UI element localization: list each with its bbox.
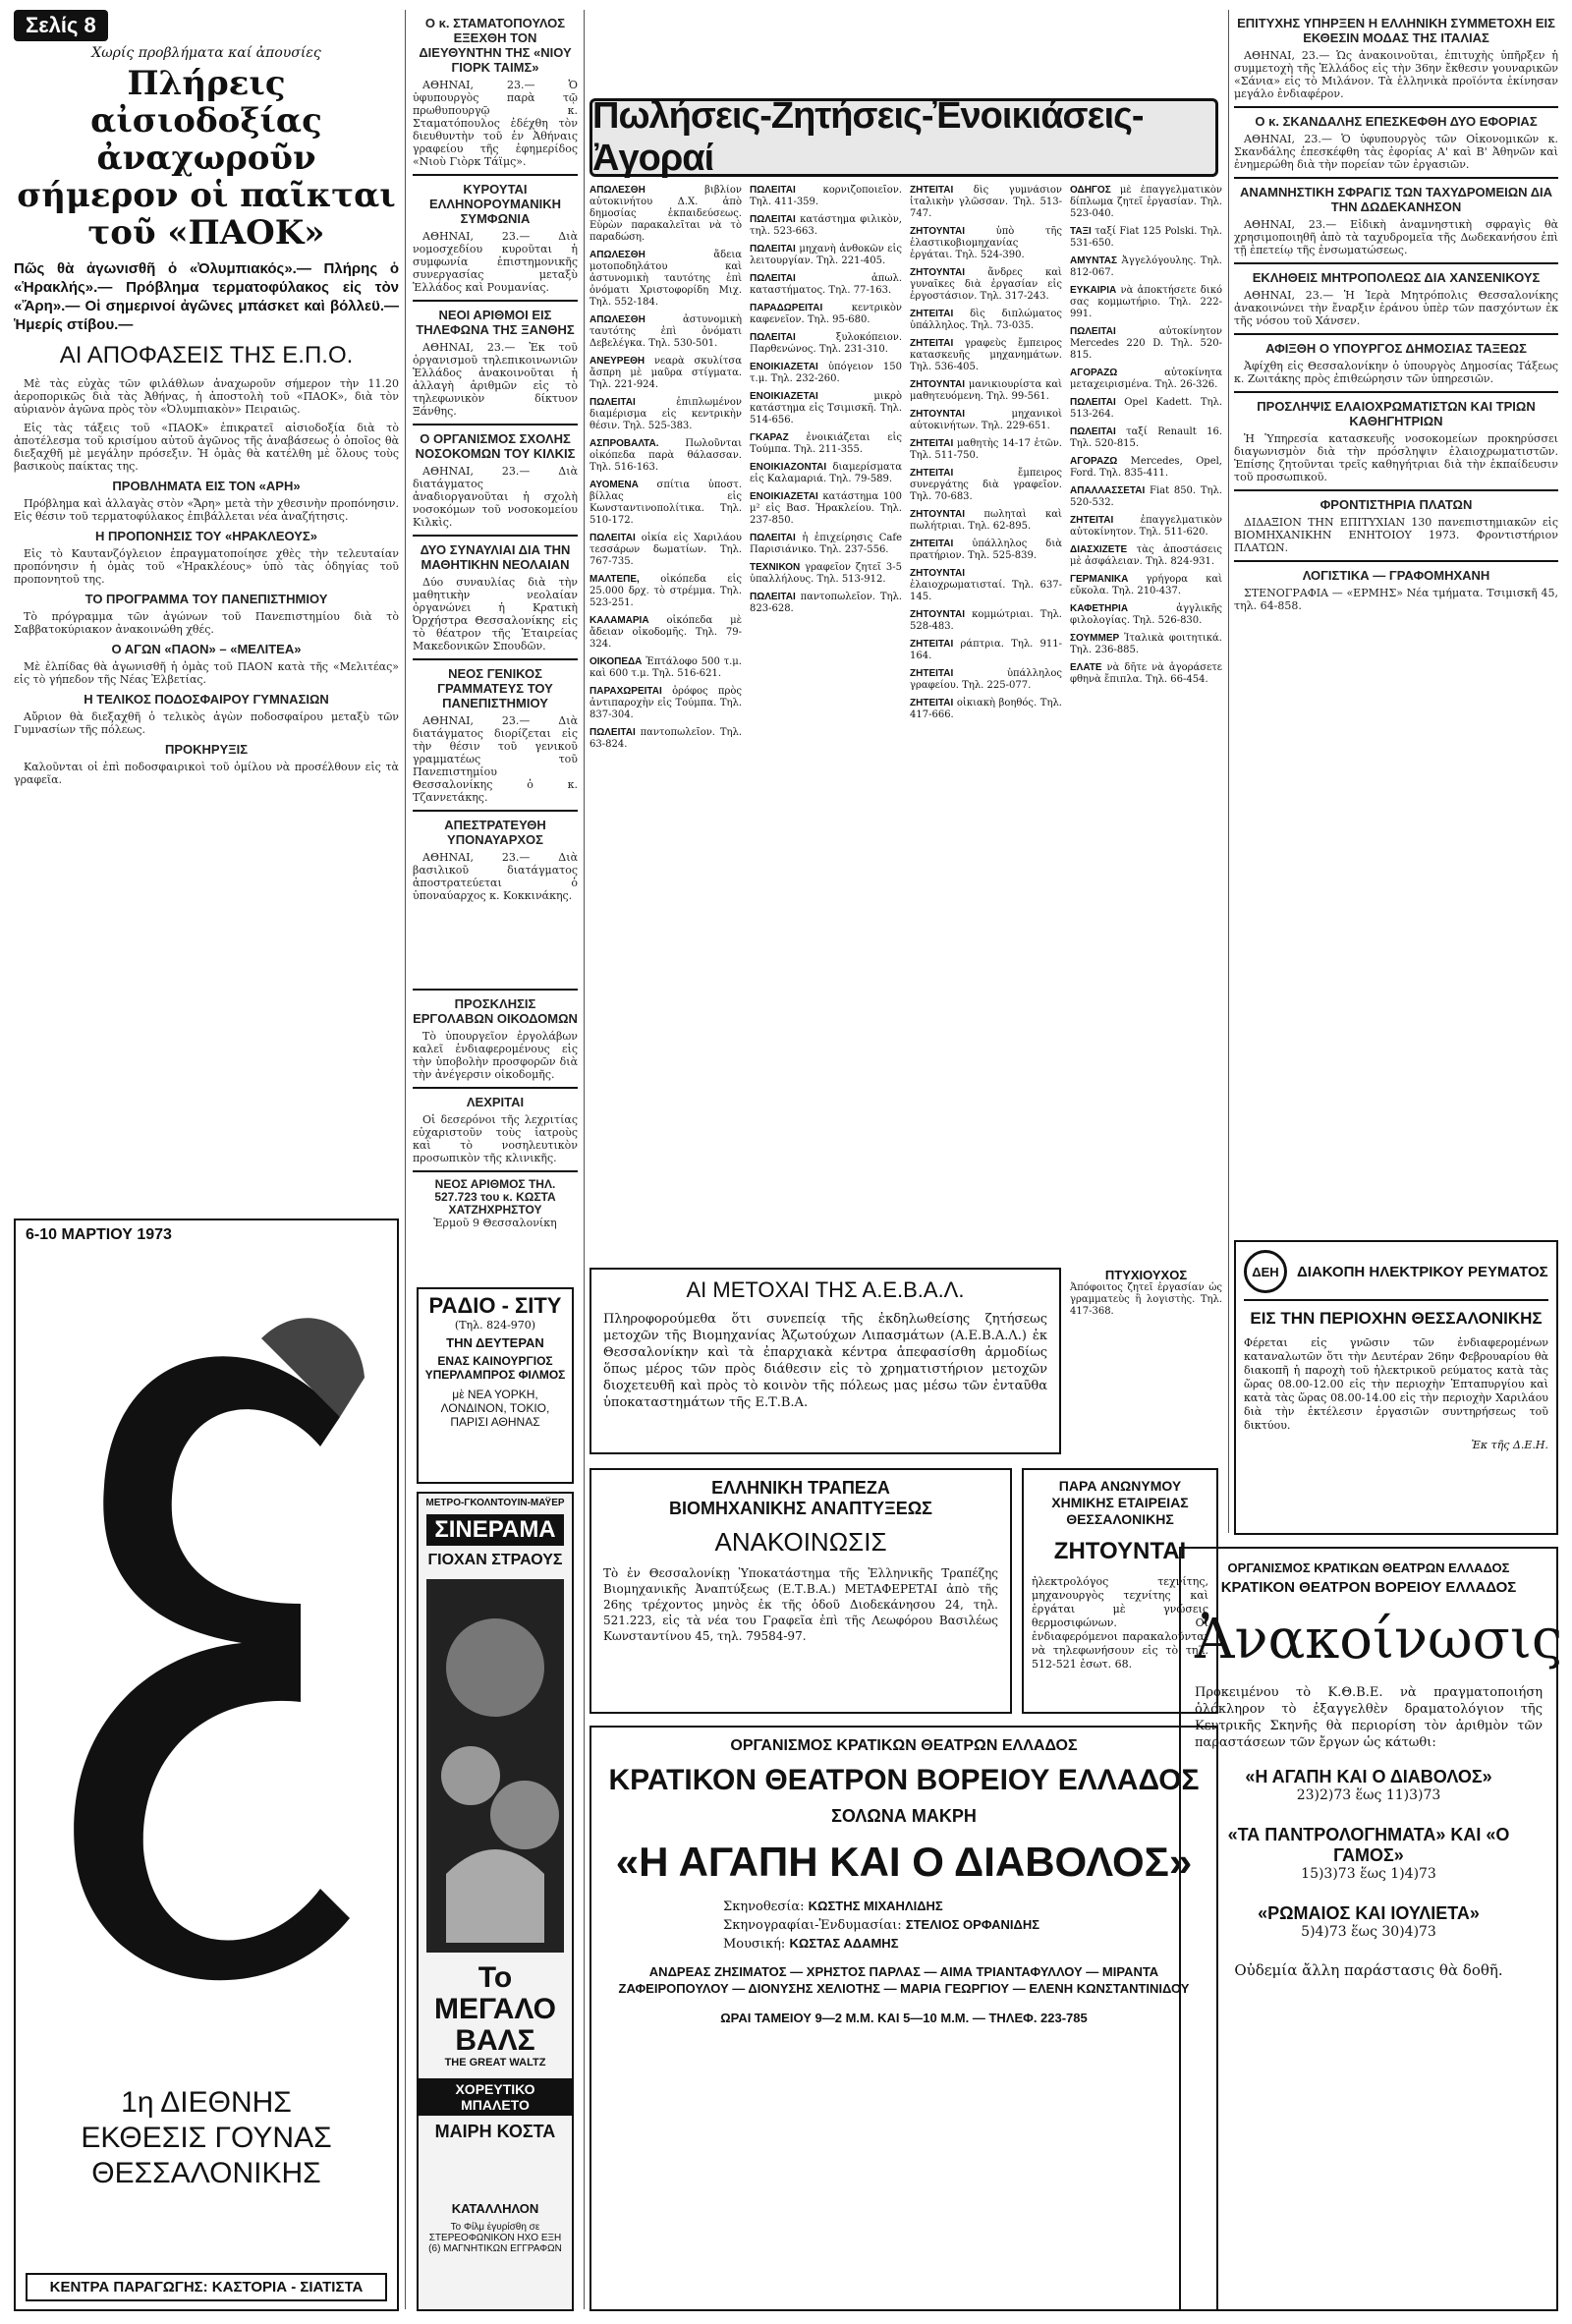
classified-ad: ΖΗΤΟΥΝΤΑΙ ὑπὸ τῆς ἐλαστικοβιομηχανίας ἐργάται. Τηλ. 524-390. xyxy=(910,226,1062,260)
classified-ad: ΖΗΤΕΙΤΑΙ ἔμπειρος συνεργάτης διὰ γραφεῖον. Τηλ. 70-683. xyxy=(910,468,1062,502)
announcement-footer: Οὐδεμία ἄλλη παράστασις θὰ δοθῆ. xyxy=(1234,1961,1503,1979)
section-body: Τὸ πρόγραμμα τῶν ἀγώνων τοῦ Πανεπιστημίου διὰ τὸ Σαββατοκύριακον ἀνακοινώθη χθές. xyxy=(14,610,399,636)
cinema-line: μὲ ΝΕΑ ΥΟΡΚΗ, ΛΟΝΔΙΝΟΝ, ΤΟΚΙΟ, ΠΑΡΙΣΙ ΑΘΗΝΑΣ xyxy=(440,1388,550,1429)
notice-body: Φέρεται εἰς γνῶσιν τῶν ἐνδιαφερομένων καταναλωτῶν ὅτι τὴν Δευτέραν 26ην Φεβρουαρίου θὰ διακοπῆ ἡ παροχὴ τοῦ ἠλεκτρικοῦ ρεύματος κατὰ τὰς ὥρας 08.00-12.00 εἰς τὴν περιοχὴν Ἐπταπυργίου καὶ κατὰ τὰς ὥρας 08.00-14.00 εἰς τὴν περιοχὴν Χαριλάου διὰ τὴν ἐκτέλεσιν ἐργασιῶν συντηρήσεως τοῦ δικτύου. xyxy=(1244,1336,1548,1432)
classified-ad: ΕΝΟΙΚΙΑΖΕΤΑΙ κατάστημα 100 μ² εἰς Βασ. Ἠρακλείου. Τηλ. 237-850. xyxy=(750,491,902,526)
classified-ad: ΖΗΤΕΙΤΑΙ ὑπάλληλος γραφείου. Τηλ. 225-077. xyxy=(910,668,1062,691)
classified-ad: ΜΑΛΤΕΠΕ, οἰκόπεδα εἰς 25.000 δρχ. τὸ στρέμμα. Τηλ. 523-251. xyxy=(590,574,742,608)
notice-subtitle: ΕΙΣ ΤΗΝ ΠΕΡΙΟΧΗΝ ΘΕΣΣΑΛΟΝΙΚΗΣ xyxy=(1250,1309,1543,1328)
classified-title: ΠΤΥΧΙΟΥΧΟΣ xyxy=(1104,1268,1188,1282)
theatre-org: ΟΡΓΑΝΙΣΜΟΣ ΚΡΑΤΙΚΩΝ ΘΕΑΤΡΩΝ ΕΛΛΑΔΟΣ xyxy=(1227,1560,1510,1575)
news-title: ΑΝΑΜΝΗΣΤΙΚΗ ΣΦΡΑΓΙΣ ΤΩΝ ΤΑΧΥΔΡΟΜΕΙΩΝ ΔΙΑ ΤΗΝ ΔΩΔΕΚΑΝΗΣΟΝ xyxy=(1239,185,1553,214)
classified-ad: ΑΓΟΡΑΖΩ Mercedes, Opel, Ford. Τηλ. 835-411. xyxy=(1070,456,1222,479)
classified-ad: ΠΩΛΕΙΤΑΙ Opel Kadett. Τηλ. 513-264. xyxy=(1070,397,1222,420)
news-body: Δύο συναυλίας διὰ τὴν μαθητικὴν νεολαίαν ὀργανώνει ἡ Κρατικὴ Ὀρχήστρα Θεσσαλονίκης εἰς τὸ θέατρον τῆς Ἑταιρείας Μακεδονικῶν Σπουδῶν. xyxy=(413,576,578,652)
power-cut-notice xyxy=(1234,1240,1558,1535)
news-title: ΝΕΟΣ ΓΕΝΙΚΟΣ ΓΡΑΜΜΑΤΕΥΣ ΤΟΥ ΠΑΝΕΠΙΣΤΗΜΙΟΥ xyxy=(437,666,553,710)
film-subtitle: THE GREAT WALTZ xyxy=(444,2057,546,2069)
classified-ad: ΑΝΕΥΡΕΘΗ νεαρὰ σκυλίτσα ἄσπρη μὲ μαῦρα στίγματα. Τηλ. 221-924. xyxy=(590,356,742,390)
credit-row: Σκηνοθεσία: ΚΩΣΤΗΣ ΜΙΧΑΗΛΙΔΗΣ xyxy=(723,1899,943,1914)
studio-label: ΜΕΤΡΟ-ΓΚΟΛΝΤΟΥΙΝ-ΜΑΫΕΡ xyxy=(425,1498,565,1508)
lead-article xyxy=(14,45,399,1205)
notice-body: Πληροφορούμεθα ὅτι συνεπείᾳ τῆς ἐκδηλωθείσης ζητήσεως μετοχῶν τῆς Βιομηχανίας Ἀζωτούχων Λιπασμάτων (Α.Ε.Β.Α.Λ.) ἐκ Θεσσαλονίκην καὶ τὰ ἐπαρχιακὰ κέντρα ἀπεφασίσθη ἀρμοδίως ὅπως μέρος τῶν πρὸς διάθεσιν εἰς τὸ χρηματιστήριον μετοχῶν διοχετευθῆ καὶ πρὸς τὸ κοινὸν τῆς πόλεως μας μέσω τῶν ἐνταῦθα ὑποκαταστημάτων τῆς Ε.Τ.Β.Α. xyxy=(603,1312,1047,1410)
classified-ad: ΕΝΟΙΚΙΑΖΟΝΤΑΙ διαμερίσματα εἰς Καλαμαριά. Τηλ. 79-589. xyxy=(750,462,902,484)
news-title: ΛΟΓΙΣΤΙΚΑ — ΓΡΑΦΟΜΗΧΑΝΗ xyxy=(1302,568,1490,583)
poster-graphic xyxy=(426,1579,564,1953)
news-body: ΣΤΕΝΟΓΡΑΦΙΑ — «ΕΡΜΗΣ» Νέα τμήματα. Τσιμισκῆ 45, τηλ. 64-858. xyxy=(1234,587,1558,612)
classified-ad: ΖΗΤΕΙΤΑΙ μαθητὴς 14-17 ἐτῶν. Τηλ. 511-750. xyxy=(910,438,1062,461)
play-entry xyxy=(1195,1767,1543,1803)
classified-ad: ΖΗΤΟΥΝΤΑΙ μηχανικοὶ αὐτοκινήτων. Τηλ. 229-651. xyxy=(910,409,1062,431)
notice-title: ΑΙ ΜΕΤΟΧΑΙ ΤΗΣ Α.Ε.Β.Α.Λ. xyxy=(686,1277,965,1302)
theatre-announcement-ad xyxy=(1179,1547,1563,2311)
classified-ad: ΖΗΤΟΥΝΤΑΙ ἐλαιοχρωματισταί. Τηλ. 637-145. xyxy=(910,568,1062,602)
classified-ad: ΖΗΤΟΥΝΤΑΙ κομμώτριαι. Τηλ. 528-483. xyxy=(910,609,1062,632)
company-name: ΠΑΡΑ ΑΝΩΝΥΜΟΥ ΧΗΜΙΚΗΣ ΕΤΑΙΡΕΙΑΣ ΘΕΣΣΑΛΟΝΙΚΗΣ xyxy=(1051,1478,1189,1527)
classified-ad: ΑΓΟΡΑΖΩ αὐτοκίνητα μεταχειρισμένα. Τηλ. 26-326. xyxy=(1070,368,1222,390)
classified-ad: ΚΑΛΑΜΑΡΙΑ οἰκόπεδα μὲ ἄδειαν οἰκοδομῆς. Τηλ. 79-324. xyxy=(590,615,742,650)
right-news-column xyxy=(1234,10,1558,1233)
page-number-badge: Σελίς 8 xyxy=(14,10,108,41)
column-rule xyxy=(1228,10,1229,1533)
fur-exhibition-title: 1η ΔΙΕΘΝΗΣ ΕΚΘΕΣΙΣ ΓΟΥΝΑΣ ΘΕΣΣΑΛΟΝΙΚΗΣ xyxy=(81,2086,332,2189)
notice-signature: Ἐκ τῆς Δ.Ε.Η. xyxy=(1471,1439,1548,1451)
classified-ad: ΑΠΑΛΛΑΣΣΕΤΑΙ Fiat 850. Τηλ. 520-532. xyxy=(1070,485,1222,508)
composer-label: ΓΙΟΧΑΝ ΣΤΡΑΟΥΣ xyxy=(427,1552,563,1568)
classified-ad: ΠΩΛΕΙΤΑΙ μηχανὴ ἀνθοκῶν εἰς λειτουργίαν. Τηλ. 221-405. xyxy=(750,244,902,266)
play-dates: 23)2)73 ἕως 11)3)73 xyxy=(1296,1787,1441,1803)
classified-ad: ΖΗΤΕΙΤΑΙ ἐπαγγελματικὸν αὐτοκίνητον. Τηλ. 511-620. xyxy=(1070,515,1222,538)
fur-letter-graphic xyxy=(45,1279,369,2026)
theatre-name: ΚΡΑΤΙΚΟΝ ΘΕΑΤΡΟΝ ΒΟΡΕΙΟΥ ΕΛΛΑΔΟΣ xyxy=(1220,1579,1517,1596)
section-body: Αὔριον θὰ διεξαχθῆ ὁ τελικὸς ἀγὼν ποδοσφαίρου μεταξὺ τῶν Γυμνασίων τῆς πόλεως. xyxy=(14,710,399,736)
film-star: ΜΑΙΡΗ ΚΟΣΤΑ xyxy=(434,2122,556,2141)
radio-city-ad xyxy=(417,1287,574,1484)
classified-ad: ΤΑΞΙ ταξί Fiat 125 Polski. Τηλ. 531-650. xyxy=(1070,226,1222,249)
news-title: ΕΚΛΗΘΕΙΣ ΜΗΤΡΟΠΟΛΕΩΣ ΔΙΑ ΧΑΝΣΕΝΙΚΟΥΣ xyxy=(1252,270,1541,285)
film-title: Το ΜΕΓΑΛΟ ΒΑΛΣ xyxy=(434,1961,556,2057)
classified-ad: ΠΩΛΕΙΤΑΙ ἀπωλ. καταστήματος. Τηλ. 77-163. xyxy=(750,273,902,296)
news-body: ΑΘΗΝΑΙ, 23.— Διὰ διατάγματος διορίζεται εἰς τὴν θέσιν τοῦ γενικοῦ γραμματέως τοῦ Πανεπιστημίου Θεσσαλονίκης ὁ κ. Τζαννετάκης. xyxy=(413,714,578,804)
classified-ad: ΕΝΟΙΚΙΑΖΕΤΑΙ μικρὸ κατάστημα εἰς Τσιμισκῆ. Τηλ. 514-656. xyxy=(750,391,902,425)
article-kicker: Χωρίς προβλήματα καί ἀπουσίες xyxy=(91,45,321,61)
fur-exhibition-footer: ΚΕΝΤΡΑ ΠΑΡΑΓΩΓΗΣ: ΚΑΣΤΟΡΙΑ - ΣΙΑΤΙΣΤΑ xyxy=(26,2273,387,2301)
classified-ad: ΖΗΤΕΙΤΑΙ γραφεὺς ἔμπειρος κατασκευῆς μηχανημάτων. Τηλ. 536-405. xyxy=(910,338,1062,372)
classified-ad: ΖΗΤΕΙΤΑΙ ράπτρια. Τηλ. 911-164. xyxy=(910,639,1062,661)
theatre-play-ad xyxy=(590,1726,1218,2311)
classified-ad: ΓΚΑΡΑΖ ἐνοικιάζεται εἰς Τούμπα. Τηλ. 211-355. xyxy=(750,432,902,455)
news-body: ΑΘΗΝΑΙ, 23.— Ὡς ἀνακοινοῦται, ἐπιτυχὴς ὑπῆρξεν ἡ συμμετοχὴ τῆς Ἑλλάδος εἰς τὴν 36ην ἔκθεσιν γουναρικῶν «Σάνια» εἰς τὸ Μιλάνον. Τὰ ἑλληνικὰ προϊόντα ἐκίνησαν μεγάλο ἐνδιαφέρον. xyxy=(1234,49,1558,100)
play-dates: 15)3)73 ἕως 1)4)73 xyxy=(1301,1866,1436,1882)
classified-ad: ΠΩΛΕΙΤΑΙ ἡ ἐπιχείρησις Cafe Παρισιάνικο. Τηλ. 237-556. xyxy=(750,533,902,555)
notice-body: ἠλεκτρολόγος τεχνίτης, μηχανουργὸς τεχνίτης καὶ ἐργάται μὲ γνώσεις θερμοσιφώνων. Οἱ ἐνδιαφερόμενοι παρακαλοῦνται νὰ τηλεφωνήσουν εἰς τὸ τηλ. 512-521 ἐσωτ. 68. xyxy=(1032,1575,1208,1671)
bank-name: ΕΛΛΗΝΙΚΗ ΤΡΑΠΕΖΑ xyxy=(711,1478,890,1498)
classified-ad: ΠΩΛΕΙΤΑΙ οἰκία εἰς Χαριλάου τεσσάρων δωματίων. Τηλ. 767-735. xyxy=(590,533,742,567)
classified-ad: ΠΩΛΕΙΤΑΙ ταξί Renault 16. Τηλ. 520-815. xyxy=(1070,426,1222,449)
classifieds-banner xyxy=(590,95,1218,179)
fur-exhibition-ad xyxy=(14,1219,399,2311)
section-body: Καλοῦνται οἱ ἐπὶ ποδοσφαιρικοὶ τοῦ ὁμίλου νὰ προσέλθουν εἰς τὰ γραφεῖα. xyxy=(14,761,399,786)
ad-dates: 6-10 ΜΑΡΤΙΟΥ 1973 xyxy=(26,1226,172,1243)
news-title: ΝΕΟΙ ΑΡΙΘΜΟΙ ΕΙΣ ΤΗΛΕΦΩΝΑ ΤΗΣ ΞΑΝΘΗΣ xyxy=(416,308,575,337)
classified-ad: ΕΛΑΤΕ νὰ δῆτε νὰ ἀγοράσετε φθηνὰ ἔπιπλα. Τηλ. 66-454. xyxy=(1070,662,1222,685)
classified-ad: ΠΑΡΑΧΩΡΕΙΤΑΙ ὁρόφος πρὸς ἀντιπαροχὴν εἰς Τούμπα. Τηλ. 837-304. xyxy=(590,686,742,720)
article-subhead: ΑΙ ΑΠΟΦΑΣΕΙΣ ΤΗΣ Ε.Π.Ο. xyxy=(59,342,354,368)
classified-ad: ΠΩΛΕΙΤΑΙ παντοπωλεῖον. Τηλ. 823-628. xyxy=(750,592,902,614)
credit-row: Σκηνογραφίαι-Ἐνδυμασίαι: ΣΤΕΛΙΟΣ ΟΡΦΑΝΙΔΗΣ xyxy=(723,1917,1040,1933)
play-title: «ΡΩΜΑΙΟΣ ΚΑΙ ΙΟΥΛΙΕΤΑ» xyxy=(1258,1903,1480,1923)
news-title: Ο κ. ΣΚΑΝΔΑΛΗΣ ΕΠΕΣΚΕΦΘΗ ΔΥΟ ΕΦΟΡΙΑΣ xyxy=(1255,114,1538,129)
news-title: Ο κ. ΣΤΑΜΑΤΟΠΟΥΛΟΣ ΕΞΕΧΘΗ ΤΟΝ ΔΙΕΥΘΥΝΤΗΝ ΤΗΣ «ΝΙΟΥ ΓΙΟΡΚ ΤΑΙΜΣ» xyxy=(419,16,572,75)
play-author: ΣΟΛΩΝΑ ΜΑΚΡΗ xyxy=(831,1806,977,1826)
classified-ad: ΚΑΦΕΤΗΡΙΑ ἀγγλικῆς φιλολογίας. Τηλ. 526-830. xyxy=(1070,603,1222,626)
news-title: ΑΦΙΞΘΗ Ο ΥΠΟΥΡΓΟΣ ΔΗΜΟΣΙΑΣ ΤΑΞΕΩΣ xyxy=(1265,341,1527,356)
classified-ad: ΖΗΤΕΙΤΑΙ δὶς γυμνάσιον ἰταλικὴν γλῶσσαν. Τηλ. 513-747. xyxy=(910,185,1062,219)
news-body: ΑΘΗΝΑΙ, 23.— Διὰ διατάγματος ἀναδιοργανοῦται ἡ σχολὴ νοσοκόμων τοῦ νοσοκομείου Κιλκὶς. xyxy=(413,465,578,529)
classified-body: Ἀπόφοιτος ζητεῖ ἐργασίαν ὡς γραμματεὺς ἢ λογιστὴς. Τηλ. 417-368. xyxy=(1070,1282,1222,1317)
article-body xyxy=(14,377,399,786)
notice-title: ΔΙΑΚΟΠΗ ΗΛΕΚΤΡΙΚΟΥ ΡΕΥΜΑΤΟΣ xyxy=(1297,1263,1548,1280)
film-ballet: ΧΟΡΕΥΤΙΚΟ ΜΠΑΛΕΤΟ xyxy=(419,2078,572,2116)
news-body: Τὸ ὑπουργεῖον ἐργολάβων καλεῖ ἐνδιαφερομένους εἰς τὴν ὑποβολὴν προσφορῶν διὰ τὴν ἀνέγερσιν οἰκοδομῆς. xyxy=(413,1030,578,1081)
classified-ad: ΑΥΟΜΕΝΑ σπίτια ὑποστ. βίλλας εἰς Κωνσταντινοπολίτικα. Τηλ. 510-172. xyxy=(590,480,742,526)
notice-title: ΑΝΑΚΟΙΝΩΣΙΣ xyxy=(714,1527,887,1557)
news-body: Ἀφίχθη εἰς Θεσσαλονίκην ὁ ὑπουργὸς Δημοσίας Τάξεως κ. Ζωιτάκης πρὸς ἐπιθεώρησιν τῶν ὑπηρεσιῶν. xyxy=(1234,360,1558,385)
film-sound: Το Φίλμ ἐγυρίσθη σε ΣΤΕΡΕΟΦΩΝΙΚΟΝ ΗΧΟ ΕΞΗ (6) ΜΑΓΝΗΤΙΚΩΝ ΕΓΓΡΑΦΩΝ xyxy=(428,2222,562,2254)
news-body: ΑΘΗΝΑΙ, 23.— Ἐκ τοῦ ὀργανισμοῦ τηλεπικοινωνιῶν Ἑλλάδος ἀνακοινοῦται ἡ ἀλλαγὴ ἀριθμῶν εἰς τὸ τηλεφωνικὸν δίκτυον Ξάνθης. xyxy=(413,341,578,418)
article-headline: Πλήρεις αἰσιοδοξίας ἀναχωροῦν σήμερον οἱ παῖκται τοῦ «ΠΑΟΚ» xyxy=(17,64,396,253)
cinema-day: ΤΗΝ ΔΕΥΤΕΡΑΝ xyxy=(446,1335,544,1350)
news-body: Ἡ Ὑπηρεσία κατασκευῆς νοσοκομείων προκηρύσσει διαγωνισμὸν διὰ τὴν πρόσληψιν ἐλαιοχρωματιστῶν. Ἐπίσης ζητοῦνται τρεῖς καθηγήτριαι διὰ τὴν ἐκπαίδευσιν τοῦ προσωπικοῦ. xyxy=(1234,432,1558,483)
news-title: ΑΠΕΣΤΡΑΤΕΥΘΗ ΥΠΟΝΑΥΑΡΧΟΣ xyxy=(444,818,546,847)
classifieds-column xyxy=(750,185,902,1256)
theatre-org: ΟΡΓΑΝΙΣΜΟΣ ΚΡΑΤΙΚΩΝ ΘΕΑΤΡΩΝ ΕΛΛΑΔΟΣ xyxy=(730,1737,1078,1754)
column-rule xyxy=(584,10,585,2309)
notice-title: ΖΗΤΟΥΝΤΑΙ xyxy=(1053,1538,1187,1564)
aevval-notice xyxy=(590,1268,1061,1454)
film-rating: ΚΑΤΑΛΛΗΛΟΝ xyxy=(451,2201,539,2216)
cinema-phone: (Τηλ. 824-970) xyxy=(454,1319,536,1332)
news-body: ΑΘΗΝΑΙ, 23.— Διὰ βασιλικοῦ διατάγματος ἀποστρατεύεται ὁ ὑποναύαρχος κ. Κοκκινάκης. xyxy=(413,851,578,902)
classified-ad: ΤΕΧΝΙΚΟΝ γραφεῖον ζητεῖ 3-5 ὑπαλλήλους. Τηλ. 513-912. xyxy=(750,562,902,585)
play-entry xyxy=(1195,1903,1543,1940)
news-body: ΑΘΗΝΑΙ, 23.— Ὁ ὑφυπουργὸς τῶν Οἰκονομικῶν κ. Σκανδάλης ἐπεσκέφθη τὰς ἐφορίας Α' καὶ Β' Ἀθηνῶν καὶ ἐνημερώθη διὰ τὴν πορείαν τῶν ἐργασιῶν. xyxy=(1234,133,1558,171)
classifieds-column xyxy=(910,185,1062,1256)
article-paragraph: Μὲ τὰς εὐχὰς τῶν φιλάθλων ἀναχωροῦν σήμερον τὴν 11.20 ἀεροπορικῶς διὰ τὰς Ἀθήνας, ἡ ἀποστολὴ τοῦ «ΠΑΟΚ», διὰ τὸν αὐριανὸν ἀγῶνα πρὸς τὸν «Ὀλυμπιακὸν» Πειραιῶς. xyxy=(14,377,399,416)
section-body: Μὲ ἐλπίδας θὰ ἀγωνισθῆ ἡ ὁμὰς τοῦ ΠΑΟΝ κατὰ τῆς «Μελιτέας» εἰς τὸ γήπεδον τῆς Νέας Ἐλβετίας. xyxy=(14,660,399,686)
news-title: ΠΡΟΣΚΛΗΣΙΣ ΕΡΓΟΛΑΒΩΝ ΟΙΚΟΔΟΜΩΝ xyxy=(413,996,578,1026)
classified-ad: ΑΠΩΛΕΣΘΗ βιβλίον αὐτοκινήτου Δ.Χ. ἀπὸ δημοσίας ἐκπαιδεύσεως. Εὑρὼν παρακαλεῖται νὰ τὸ παραδώση. xyxy=(590,185,742,243)
classified-ad: ΕΥΚΑΙΡΙΑ νὰ ἀποκτήσετε δικό σας κομμωτήριο. Τηλ. 222-991. xyxy=(1070,285,1222,319)
play-title: «ΤΑ ΠΑΝΤΡΟΛΟΓΗΜΑΤΑ» ΚΑΙ «Ο ΓΑΜΟΣ» xyxy=(1227,1825,1510,1865)
format-label: ΣΙΝΕΡΑΜΑ xyxy=(426,1514,564,1546)
cinema-line: ΕΝΑΣ ΚΑΙΝΟΥΡΓΙΟΣ ΥΠΕΡΛΑΜΠΡΟΣ ΦΙΛΜΟΣ xyxy=(424,1354,566,1382)
classified-ad: ΑΜΥΝΤΑΣ Ἀγγελόγουλης. Τηλ. 812-067. xyxy=(1070,255,1222,278)
classified-ad: ΠΩΛΕΙΤΑΙ παντοπωλεῖον. Τηλ. 63-824. xyxy=(590,727,742,750)
article-paragraph: Εἰς τὰς τάξεις τοῦ «ΠΑΟΚ» ἐπικρατεῖ αἰσιοδοξία διὰ τὸ ἀποτέλεσμα τοῦ κρισίμου αὐτοῦ ἀγῶνος τῆς ἀναβάσεως ὁ ὁποῖος θὰ διεξαχθῆ μὲ μεγάλην πρόσεξιν. Ἡ ὁμὰς θὰ κατέλθη μὲ ὅλους τοὺς βασικοὺς παίκτας της. xyxy=(14,422,399,473)
credit-row: Μουσική: ΚΩΣΤΑΣ ΑΔΑΜΗΣ xyxy=(723,1936,899,1952)
section-body: Εἰς τὸ Καυτανζόγλειον ἐπραγματοποίησε χθὲς τὴν τελευταίαν προπόνησιν ἡ ὁμὰς τοῦ «Ἡρακλέους» ὑπὸ τὰς ὁδηγίας τοῦ προπονητοῦ της. xyxy=(14,547,399,586)
classified-ad: ΖΗΤΕΙΤΑΙ οἰκιακὴ βοηθός. Τηλ. 417-666. xyxy=(910,698,1062,720)
classified-ad: ΣΟΥΜΜΕΡ Ἰταλικὰ φοιτητικά. Τηλ. 236-885. xyxy=(1070,633,1222,655)
news-column xyxy=(413,10,578,992)
section-title: ΠΡΟΒΛΗΜΑΤΑ ΕΙΣ ΤΟΝ «ΑΡΗ» xyxy=(112,479,301,493)
news-body: ΑΘΗΝΑΙ, 23.— Διὰ νομοσχεδίου κυροῦται ἡ συμφωνία ἐπιστημονικῆς συνεργασίας μεταξὺ Ἑλλάδος καὶ Ρουμανίας. xyxy=(413,230,578,294)
box-office-hours: ΩΡΑΙ ΤΑΜΕΙΟΥ 9—2 Μ.Μ. ΚΑΙ 5—10 Μ.Μ. — ΤΗΛΕΦ. 223-785 xyxy=(720,2011,1088,2025)
classified-ad: ΖΗΤΟΥΝΤΑΙ ἄνδρες καὶ γυναῖκες διὰ ἐργασίαν εἰς ἐργοστάσιον. Τηλ. 317-243. xyxy=(910,267,1062,302)
section-title: Ο ΑΓΩΝ «ΠΑΟΝ» – «ΜΕΛΙΤΕΑ» xyxy=(111,642,302,656)
classified-ad: ΖΗΤΕΙΤΑΙ δὶς διπλώματος ὑπάλληλος. Τηλ. 73-035. xyxy=(910,309,1062,331)
section-body: Πρόβλημα καὶ ἀλλαγὰς στὸν «Ἄρη» μετὰ τὴν χθεσινὴν προπόνησιν. Εἰς θέσιν τοῦ τερματοφύλακος ἐπιβάλλεται νέα ἀναζήτησις. xyxy=(14,497,399,523)
classified-ad: ΓΕΡΜΑΝΙΚΑ γρήγορα καὶ εὔκολα. Τηλ. 210-437. xyxy=(1070,574,1222,596)
cinema-name: ΡΑΔΙΟ - ΣΙΤΥ xyxy=(428,1293,562,1318)
section-title: Η ΤΕΛΙΚΟΣ ΠΟΔΟΣΦΑΙΡΟΥ ΓΥΜΝΑΣΙΩΝ xyxy=(84,692,329,707)
news-title: ΔΥΟ ΣΥΝΑΥΛΙΑΙ ΔΙΑ ΤΗΝ ΜΑΘΗΤΙΚΗΝ ΝΕΟΛΑΙΑΝ xyxy=(420,542,571,572)
news-body: ΔΙΔΑΞΙΟΝ ΤΗΝ ΕΠΙΤΥΧΙΑΝ 130 πανεπιστημιακῶν εἰς ΒΙΟΜΗΧΑΝΙΚΗΝ ΕΝΗΤΟΙΟΥ 1973. Φροντιστήριον ΠΛΑΤΩΝ. xyxy=(1234,516,1558,554)
classified-ad: ΔΙΑΣΧΙΖΕΤΕ τὰς ἀποστάσεις μὲ ἀσφάλειαν. Τηλ. 824-931. xyxy=(1070,544,1222,567)
section-title: ΤΟ ΠΡΟΓΡΑΜΜΑ ΤΟΥ ΠΑΝΕΠΙΣΤΗΜΙΟΥ xyxy=(84,592,328,606)
play-credits xyxy=(723,1898,1203,1954)
play-entry xyxy=(1195,1825,1543,1882)
classified-ad: ΠΩΛΕΙΤΑΙ ξυλοκόπειον. Παρθενώνος. Τηλ. 231-310. xyxy=(750,332,902,355)
classified-ad: ΕΝΟΙΚΙΑΖΕΤΑΙ ὑπόγειον 150 τ.μ. Τηλ. 232-260. xyxy=(750,362,902,384)
news-body: ΑΘΗΝΑΙ, 23.— Ἡ Ἱερὰ Μητρόπολις Θεσσαλονίκης ἀνακοινώνει τὴν ἔναρξιν ἐράνου ὑπὲρ τῶν πασχόντων ἐκ τῆς νόσου τοῦ Χάνσεν. xyxy=(1234,289,1558,327)
classified-ad: ΑΠΩΛΕΣΘΗ ἀστυνομικὴ ταυτότης ἐπὶ ὀνόματι Δεβελέγκα. Τηλ. 530-501. xyxy=(590,314,742,349)
graduate-classified xyxy=(1070,1268,1222,1454)
column-rule xyxy=(405,10,406,2309)
dei-logo: ΔΕΗ xyxy=(1244,1250,1287,1293)
news-title: Ο ΟΡΓΑΝΙΣΜΟΣ ΣΧΟΛΗΣ ΝΟΣΟΚΟΜΩΝ ΤΟΥ ΚΙΛΚΙΣ xyxy=(415,431,576,461)
classifieds-title: Πωλήσεις-Ζητήσεις-Ἐνοικιάσεις-Ἀγοραί xyxy=(592,95,1144,179)
phone-notice-address: Ἑρμοῦ 9 Θεσσαλονίκη xyxy=(433,1217,557,1229)
announcement-title: Ἀνακοίνωσις xyxy=(1195,1608,1563,1672)
classified-ad: ΟΔΗΓΟΣ μὲ ἐπαγγελματικὸν δίπλωμα ζητεῖ ἐργασίαν. Τηλ. 523-040. xyxy=(1070,185,1222,219)
play-title: «Η ΑΓΑΠΗ ΚΑΙ Ο ΔΙΑΒΟΛΟΣ» xyxy=(615,1839,1193,1885)
phone-notice: ΝΕΟΣ ΑΡΙΘΜΟΣ ΤΗΛ. 527.723 του κ. ΚΩΣΤΑ ΧΑΤΖΗΧΡΗΣΤΟΥ xyxy=(434,1177,556,1217)
section-title: Η ΠΡΟΠΟΝΗΣΙΣ ΤΟΥ «ΗΡΑΚΛΕΟΥΣ» xyxy=(95,529,317,543)
classifieds-column xyxy=(1070,185,1222,1256)
classified-ad: ΖΗΤΕΙΤΑΙ ὑπάλληλος διὰ πρατήριον. Τηλ. 525-839. xyxy=(910,538,1062,561)
classified-ad: ΖΗΤΟΥΝΤΑΙ πωληταὶ καὶ πωλήτριαι. Τηλ. 62-895. xyxy=(910,509,1062,532)
announcement-intro: Προκειμένου τὸ Κ.Θ.Β.Ε. νὰ πραγματοποιήση ὁλόκληρον τὸ ἐξαγγελθὲν δραματολόγιον τῆς Κεντρικῆς Σκηνῆς θὰ περιορίση τὸν ἀριθμὸν τῶν παραστάσεων τῶν ἔργων ὡς κάτωθι: xyxy=(1195,1685,1543,1750)
classified-ad: ΟΙΚΟΠΕΔΑ Ἐπτάλοφο 500 τ.μ. καὶ 600 τ.μ. Τηλ. 516-621. xyxy=(590,656,742,679)
classified-ad: ΠΩΛΕΙΤΑΙ αὐτοκίνητον Mercedes 220 D. Τηλ. 520-815. xyxy=(1070,326,1222,361)
play-dates: 5)4)73 ἕως 30)4)73 xyxy=(1301,1924,1436,1940)
section-title: ΠΡΟΚΗΡΥΞΙΣ xyxy=(164,742,249,757)
news-title: ΛΕΧΡΙΤΑΙ xyxy=(466,1095,525,1109)
classified-ad: ΖΗΤΟΥΝΤΑΙ μανικιουρίστα καὶ μαθητευόμενη. Τηλ. 99-561. xyxy=(910,379,1062,402)
classified-ad: ΑΣΠΡΟΒΑΛΤΑ. Πωλοῦνται οἰκόπεδα παρὰ θάλασσαν. Τηλ. 516-163. xyxy=(590,438,742,473)
article-deck: Πῶς θὰ ἀγωνισθῆ ὁ «Ὀλυμπιακός».— Πλήρης ὁ «Ἡρακλής».— Πρόβλημα τερματοφύλακος εἰς τὸν «Ἄρη».— Οἱ σημερινοί ἀγῶνες μπάσκετ καὶ βόλλεϋ.— Ἡμερίς στίβου.— xyxy=(14,260,399,333)
news-title: ΠΡΟΣΛΗΨΙΣ ΕΛΑΙΟΧΡΩΜΑΤΙΣΤΩΝ ΚΑΙ ΤΡΙΩΝ ΚΑΘΗΓΗΤΡΙΩΝ xyxy=(1257,399,1536,428)
news-title: ΕΠΙΤΥΧΗΣ ΥΠΗΡΞΕΝ Η ΕΛΛΗΝΙΚΗ ΣΥΜΜΕΤΟΧΗ ΕΙΣ ΕΚΘΕΣΙΝ ΜΟΔΑΣ ΤΗΣ ΙΤΑΛΙΑΣ xyxy=(1237,16,1555,45)
theatre-name: ΚΡΑΤΙΚΟΝ ΘΕΑΤΡΟΝ ΒΟΡΕΙΟΥ ΕΛΛΑΔΟΣ xyxy=(608,1764,1200,1796)
play-title: «Η ΑΓΑΠΗ ΚΑΙ Ο ΔΙΑΒΟΛΟΣ» xyxy=(1245,1767,1492,1786)
news-title: ΦΡΟΝΤΙΣΤΗΡΙΑ ΠΛΑΤΩΝ xyxy=(1319,497,1473,512)
classified-ad: ΠΩΛΕΙΤΑΙ κορνιζοποιεῖον. Τηλ. 411-359. xyxy=(750,185,902,207)
news-title: ΚΥΡΟΥΤΑΙ ΕΛΛΗΝΟΡΟΥΜΑΝΙΚΗ ΣΥΜΦΩΝΙΑ xyxy=(429,182,561,226)
news-column-continued xyxy=(413,983,578,1277)
notice-body: Τὸ ἐν Θεσσαλονίκῃ Ὑποκατάστημα τῆς Ἑλληνικῆς Τραπέζης Βιομηχανικῆς Ἀναπτύξεως (Ε.Τ.Β.Α.) ΜΕΤΑΦΕΡΕΤΑΙ ἀπὸ τῆς 26ης τρέχοντος μηνὸς ἐκ τῆς ὁδοῦ Διοδεκάνησου 24, τηλ. 521.223, εἰς τὰ νέα του Γραφεῖα ἐπὶ τῆς Λεωφόρου Βασιλέως Κωνσταντίνου 45, τηλ. 79584-97. xyxy=(603,1566,998,1643)
etva-notice xyxy=(590,1468,1012,1714)
bank-name: ΒΙΟΜΗΧΑΝΙΚΗΣ ΑΝΑΠΤΥΞΕΩΣ xyxy=(669,1499,932,1518)
news-body: ΑΘΗΝΑΙ, 23.— Ὁ ὑφυπουργὸς παρὰ τῷ πρωθυπουργῷ κ. Σταματόπουλος ἐδέχθη τὸν διευθυντὴν τοῦ ἐν Ἀθήναις γραφείου τῆς ἐφημερίδος «Νιοὺ Γιὸρκ Τάϊμς». xyxy=(413,79,578,168)
classified-ad: ΠΑΡΑΔΩΡΕΙΤΑΙ κεντρικὸν καφενεῖον. Τηλ. 95-680. xyxy=(750,303,902,325)
great-waltz-ad xyxy=(417,1492,574,2311)
classified-ad: ΠΩΛΕΙΤΑΙ ἐπιπλωμένον διαμέρισμα εἰς κεντρικὴν θέσιν. Τηλ. 525-383. xyxy=(590,397,742,431)
classified-ad: ΠΩΛΕΙΤΑΙ κατάστημα φιλικὸν, τηλ. 523-663. xyxy=(750,214,902,237)
news-body: Οἱ δεσερόνοι τῆς λεχριτίας εὐχαριστοῦν τοὺς ἰατροὺς καὶ τὸ νοσηλευτικὸν προσωπικὸν τῆς κλινικῆς. xyxy=(413,1113,578,1164)
play-cast: ΑΝΔΡΕΑΣ ΖΗΣΙΜΑΤΟΣ — ΧΡΗΣΤΟΣ ΠΑΡΛΑΣ — ΑΙΜΑ ΤΡΙΑΝΤΑΦΥΛΛΟΥ — ΜΙΡΑΝΤΑ ΖΑΦΕΙΡΟΠΟΥΛΟΥ — ΔΙΟΝΥΣΗΣ ΧΕΛΙΟΤΗΣ — ΜΑΡΙΑ ΓΕΩΡΓΙΟΥ — ΕΛΕΝΗ ΚΩΝΣΤΑΝΤΙΝΙΔΟΥ xyxy=(618,1964,1190,1996)
news-body: ΑΘΗΝΑΙ, 23.— Εἰδικὴ ἀναμνηστικὴ σφραγὶς θὰ χρησιμοποιηθῆ ἀπὸ τὰ ταχυδρομεῖα τῆς Δωδεκανήσου ἐπὶ τῇ ἐπετείῳ τῆς ἐνσωματώσεως. xyxy=(1234,218,1558,256)
classifieds-column xyxy=(590,185,742,1256)
classified-ad: ΑΠΩΛΕΣΘΗ ἄδεια μοτοποδηλάτου καὶ ἀστυνομικὴ ταυτότης ἐπὶ ὀνόματι Χριστοφορίδη Μιχ. Τηλ. 552-184. xyxy=(590,250,742,308)
